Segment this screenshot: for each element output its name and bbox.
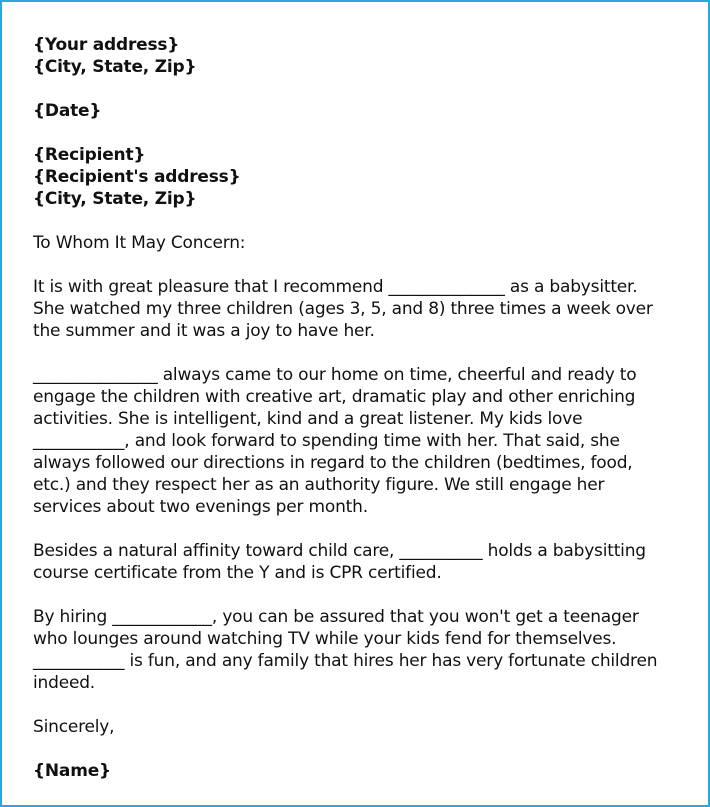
recommendation-letter [33,34,683,782]
spacer [33,342,683,364]
paragraph-line: the summer and it was a joy to have her. [33,321,375,341]
letter-date: {Date} [33,101,102,121]
recipient-block [33,144,683,210]
spacer [33,518,683,540]
paragraph-line: indeed. [33,673,96,693]
paragraph-2 [33,364,683,518]
spacer [33,122,683,144]
paragraph-4 [33,606,683,694]
paragraph-line: _______________ always came to our home on time, cheerful and ready to [33,365,637,385]
recipient-city-state-zip: {City, State, Zip} [33,189,197,209]
recipient-address: {Recipient's address} [33,167,241,187]
paragraph-line: etc.) and they respect her as an authority figure. We still engage her [33,475,605,495]
spacer [33,738,683,760]
spacer [33,78,683,100]
paragraph-1 [33,276,683,342]
paragraph-line: services about two evenings per month. [33,497,368,517]
spacer [33,584,683,606]
paragraph-line: ___________, and look forward to spending time with her. That said, she [33,431,620,451]
sender-address: {Your address} [33,35,180,55]
signature-name: {Name} [33,761,111,781]
paragraph-line: who lounges around watching TV while your kids fend for themselves. [33,629,617,649]
paragraph-line: course certificate from the Y and is CPR certified. [33,563,442,583]
paragraph-3 [33,540,683,584]
paragraph-line: engage the children with creative art, dramatic play and other enriching [33,387,636,407]
paragraph-line: activities. She is intelligent, kind and a great listener. My kids love [33,409,583,429]
closing: Sincerely, [33,717,115,737]
paragraph-line: She watched my three children (ages 3, 5, and 8) three times a week over [33,299,653,319]
salutation: To Whom It May Concern: [33,233,246,253]
paragraph-line: It is with great pleasure that I recommend ______________ as a babysitter. [33,277,638,297]
spacer [33,254,683,276]
spacer [33,694,683,716]
paragraph-line: always followed our directions in regard to the children (bedtimes, food, [33,453,633,473]
spacer [33,210,683,232]
recipient-name: {Recipient} [33,145,146,165]
paragraph-line: By hiring ____________, you can be assured that you won't get a teenager [33,607,639,627]
sender-city-state-zip: {City, State, Zip} [33,57,197,77]
paragraph-line: Besides a natural affinity toward child care, __________ holds a babysitting [33,541,646,561]
sender-block [33,34,683,78]
paragraph-line: ___________ is fun, and any family that hires her has very fortunate children [33,651,658,671]
